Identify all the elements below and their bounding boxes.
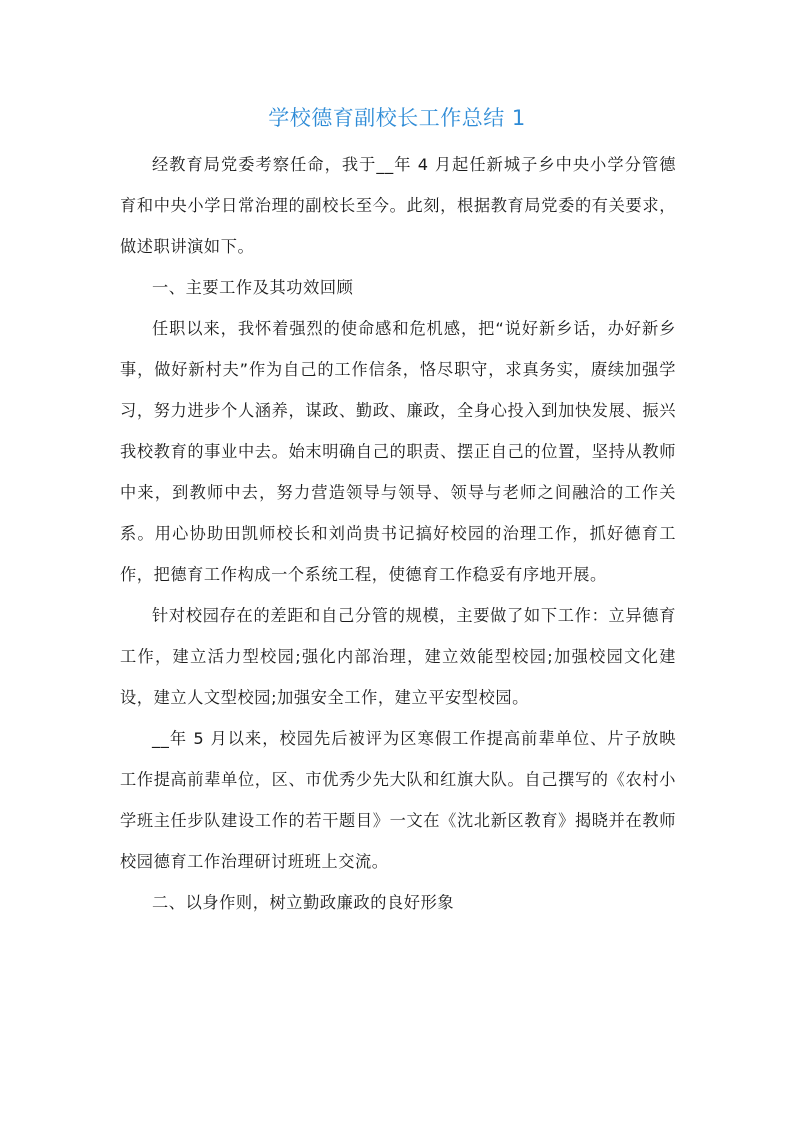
- document-title: 学校德育副校长工作总结 1: [268, 106, 526, 130]
- document-body: [120, 144, 676, 923]
- paragraph-measures: 针对校园存在的差距和自己分管的规模，主要做了如下工作：立异德育工作，建立活力型校园;强化内部治理，建立效能型校园;加强校园文化建设，建立人文型校园;加强安全工作，建立平安型校园。: [120, 606, 676, 707]
- section-heading-2: 二、以身作则，树立勤政廉政的良好形象: [152, 893, 455, 912]
- paragraph-achievements: __年 5 月以来，校园先后被评为区寒假工作提高前辈单位、片子放映工作提高前辈单位，区、市优秀少先大队和红旗大队。自己撰写的《农村小学班主任步队建设工作的若干题目》一文在《沈北新区教育》揭晓并在教师校园德育工作治理研讨班班上交流。: [120, 729, 676, 871]
- paragraph-intro: 经教育局党委考察任命，我于__年 4 月起任新城子乡中央小学分管德育和中央小学日常治理的副校长至今。此刻，根据教育局党委的有关要求，做述职讲演如下。: [120, 155, 676, 256]
- section-heading-1: 一、主要工作及其功效回顾: [152, 278, 354, 297]
- paragraph-work-review: 任职以来，我怀着强烈的使命感和危机感，把“说好新乡话，办好新乡事，做好新村夫”作为自己的工作信条，恪尽职守，求真务实，赓续加强学习，努力进步个人涵养，谋政、勤政、廉政，全身心投入到加快发展、振兴我校教育的事业中去。始末明确自己的职责、摆正自己的位置，坚持从教师中来，到教师中去，努力营造领导与领导、领导与老师之间融洽的工作关系。用心协助田凯师校长和刘尚贵书记搞好校园的治理工作，抓好德育工作，把德育工作构成一个系统工程，使德育工作稳妥有序地开展。: [120, 319, 676, 584]
